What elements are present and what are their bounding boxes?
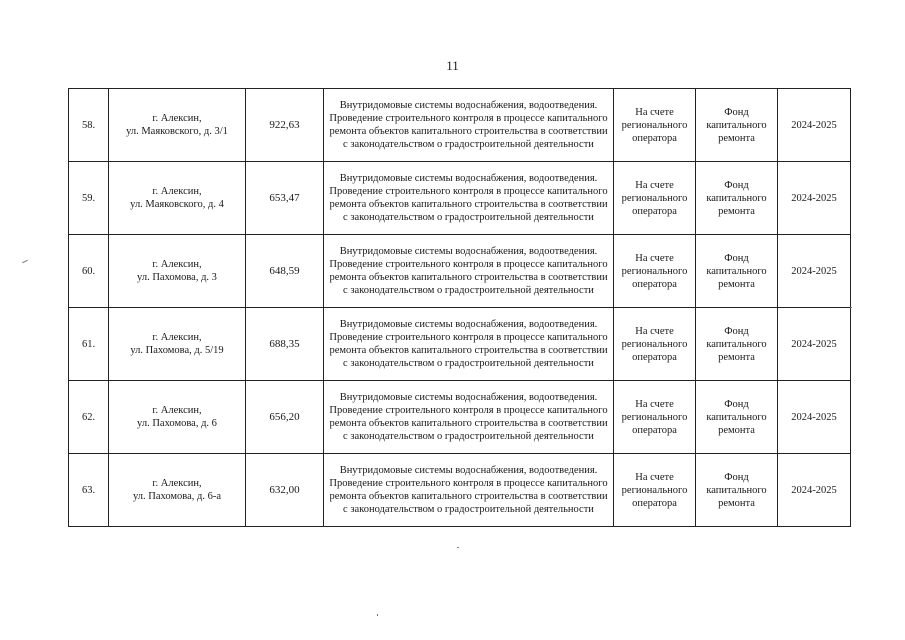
address-cell bbox=[109, 454, 246, 527]
period-cell: 2024-2025 bbox=[778, 162, 851, 235]
address-street: ул. Маяковского, д. 3/1 bbox=[126, 126, 228, 137]
period-cell: 2024-2025 bbox=[778, 89, 851, 162]
account-cell: На счете регионального оператора bbox=[614, 235, 696, 308]
area-cell: 648,59 bbox=[246, 235, 324, 308]
funding-source-cell: Фонд капитального ремонта bbox=[696, 454, 778, 527]
funding-source-cell: Фонд капитального ремонта bbox=[696, 235, 778, 308]
row-number: 60. bbox=[69, 235, 109, 308]
row-number: 61. bbox=[69, 308, 109, 381]
funding-source-cell: Фонд капитального ремонта bbox=[696, 308, 778, 381]
table-row bbox=[69, 235, 851, 308]
table-row bbox=[69, 162, 851, 235]
table-row bbox=[69, 308, 851, 381]
scan-speck bbox=[850, 307, 852, 308]
address-city: г. Алексин, bbox=[152, 113, 202, 124]
address-city: г. Алексин, bbox=[152, 405, 202, 416]
address-street: ул. Пахомова, д. 5/19 bbox=[130, 345, 224, 356]
work-type-cell: Внутридомовые системы водоснабжения, водоотведения. Проведение строительного контроля в процессе капитального ремонта объектов капитального строительства в соответствии с законодательством о градостроительной деятельности bbox=[324, 381, 614, 454]
row-number: 63. bbox=[69, 454, 109, 527]
account-cell: На счете регионального оператора bbox=[614, 454, 696, 527]
table-row bbox=[69, 381, 851, 454]
address-city: г. Алексин, bbox=[152, 259, 202, 270]
address-city: г. Алексин, bbox=[152, 478, 202, 489]
period-cell: 2024-2025 bbox=[778, 454, 851, 527]
funding-source-cell: Фонд капитального ремонта bbox=[696, 89, 778, 162]
work-type-cell: Внутридомовые системы водоснабжения, водоотведения. Проведение строительного контроля в процессе капитального ремонта объектов капитального строительства в соответствии с законодательством о градостроительной деятельности bbox=[324, 454, 614, 527]
address-city: г. Алексин, bbox=[152, 186, 202, 197]
table-row bbox=[69, 454, 851, 527]
work-type-cell: Внутридомовые системы водоснабжения, водоотведения. Проведение строительного контроля в процессе капитального ремонта объектов капитального строительства в соответствии с законодательством о градостроительной деятельности bbox=[324, 308, 614, 381]
area-cell: 922,63 bbox=[246, 89, 324, 162]
address-street: ул. Маяковского, д. 4 bbox=[130, 199, 224, 210]
work-type-cell: Внутридомовые системы водоснабжения, водоотведения. Проведение строительного контроля в процессе капитального ремонта объектов капитального строительства в соответствии с законодательством о градостроительной деятельности bbox=[324, 89, 614, 162]
account-cell: На счете регионального оператора bbox=[614, 381, 696, 454]
address-street: ул. Пахомова, д. 6-а bbox=[132, 491, 222, 502]
account-cell: На счете регионального оператора bbox=[614, 89, 696, 162]
row-number: 59. bbox=[69, 162, 109, 235]
address-cell bbox=[109, 381, 246, 454]
repair-schedule-table bbox=[68, 88, 851, 527]
area-cell: 688,35 bbox=[246, 308, 324, 381]
address-cell bbox=[109, 235, 246, 308]
period-cell: 2024-2025 bbox=[778, 235, 851, 308]
funding-source-cell: Фонд капитального ремонта bbox=[696, 381, 778, 454]
account-cell: На счете регионального оператора bbox=[614, 162, 696, 235]
area-cell: 653,47 bbox=[246, 162, 324, 235]
area-cell: 656,20 bbox=[246, 381, 324, 454]
scan-speck bbox=[22, 260, 28, 263]
row-number: 62. bbox=[69, 381, 109, 454]
address-street: ул. Пахомова, д. 6 bbox=[137, 418, 217, 429]
address-street: ул. Пахомова, д. 3 bbox=[137, 272, 217, 283]
page-number: 11 bbox=[446, 58, 459, 73]
account-cell: На счете регионального оператора bbox=[614, 308, 696, 381]
funding-source-cell: Фонд капитального ремонта bbox=[696, 162, 778, 235]
area-cell: 632,00 bbox=[246, 454, 324, 527]
period-cell: 2024-2025 bbox=[778, 381, 851, 454]
address-cell bbox=[109, 308, 246, 381]
row-number: 58. bbox=[69, 89, 109, 162]
work-type-cell: Внутридомовые системы водоснабжения, водоотведения. Проведение строительного контроля в процессе капитального ремонта объектов капитального строительства в соответствии с законодательством о градостроительной деятельности bbox=[324, 162, 614, 235]
table-row bbox=[69, 89, 851, 162]
work-type-cell: Внутридомовые системы водоснабжения, водоотведения. Проведение строительного контроля в процессе капитального ремонта объектов капитального строительства в соответствии с законодательством о градостроительной деятельности bbox=[324, 235, 614, 308]
period-cell: 2024-2025 bbox=[778, 308, 851, 381]
scan-speck bbox=[377, 614, 378, 616]
scan-speck bbox=[457, 547, 459, 548]
address-city: г. Алексин, bbox=[152, 332, 202, 343]
address-cell bbox=[109, 89, 246, 162]
address-cell bbox=[109, 162, 246, 235]
